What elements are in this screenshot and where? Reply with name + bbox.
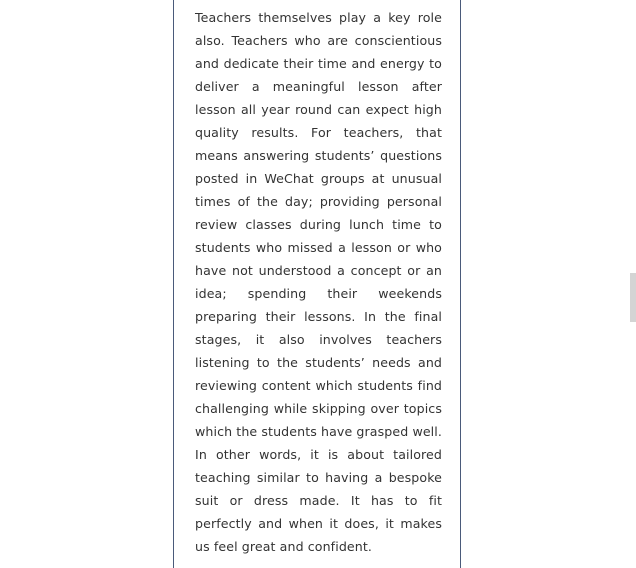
article-content-column — [173, 0, 461, 568]
article-paragraph: Teachers themselves play a key role also. Teachers who are conscientious and dedicate their time and energy to deliver a meaningful lesson after lesson all year round can expect high quality results. For teachers, that means answering students’ questions posted in WeChat groups at unusual times of the day; providing personal review classes during lunch time to students who missed a lesson or who have not understood a concept or an idea; spending their weekends preparing their lessons. In the final stages, it also involves teachers listening to the students’ needs and reviewing content which students find challenging while skipping over topics which the students have grasped well. In other words, it is about tailored teaching similar to having a bespoke suit or dress made. It has to fit perfectly and when it does, it makes us feel great and confident. — [195, 10, 442, 554]
scrollbar-thumb[interactable] — [630, 273, 636, 322]
